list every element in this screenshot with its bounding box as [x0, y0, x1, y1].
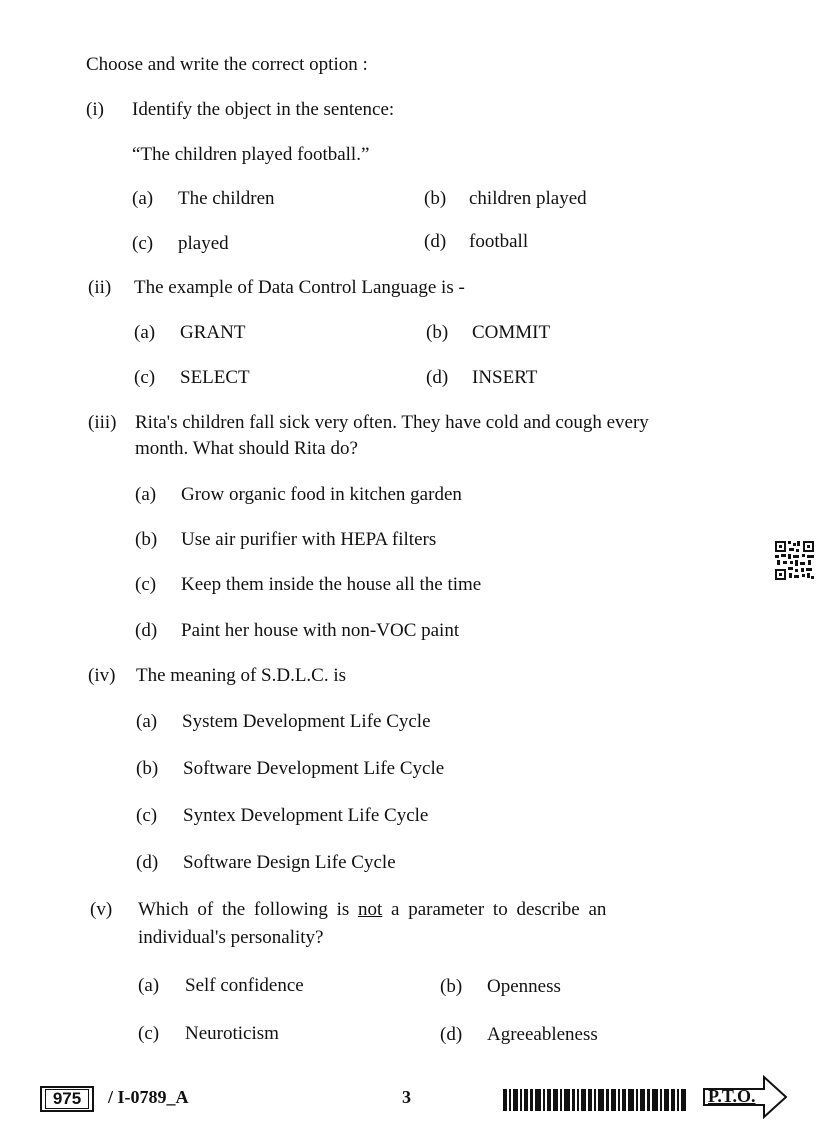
question-text: The example of Data Control Language is -: [134, 277, 465, 298]
question-text-continued: month. What should Rita do?: [135, 438, 358, 459]
option-text: Syntex Development Life Cycle: [183, 805, 429, 826]
paper-code-box-text: 975: [52, 1089, 82, 1108]
option-text: football: [469, 231, 529, 252]
page-number: 3: [402, 1087, 411, 1107]
paper-code: / I-0789_A: [108, 1087, 189, 1107]
option-label: (c): [135, 574, 157, 595]
option-label: (b): [135, 529, 158, 550]
option-text: children played: [469, 188, 587, 209]
option-label: (a): [136, 711, 158, 732]
option-text: Paint her house with non-VOC paint: [181, 620, 460, 641]
option-label: (a): [138, 975, 160, 996]
option-text: GRANT: [180, 322, 246, 343]
option-text: COMMIT: [472, 322, 551, 343]
option-label: (b): [136, 758, 159, 779]
question-quote: “The children played football.”: [132, 144, 370, 165]
option-label: (d): [136, 852, 159, 873]
option-text: The children: [178, 188, 275, 209]
question-text-part: Which of the following is: [138, 899, 358, 920]
underlined-word: not: [358, 899, 383, 920]
option-text: Keep them inside the house all the time: [181, 574, 482, 595]
option-label: (c): [132, 233, 154, 254]
option-label: (b): [424, 188, 447, 209]
question-text: Identify the object in the sentence:: [132, 99, 395, 120]
option-label: (d): [440, 1024, 463, 1045]
question-number: (iii): [88, 412, 117, 433]
option-label: (d): [424, 231, 447, 252]
option-label: (b): [440, 976, 463, 997]
question-text-continued: individual's personality?: [138, 927, 324, 948]
question-number: (ii): [88, 277, 112, 298]
option-text: System Development Life Cycle: [182, 711, 431, 732]
option-label: (c): [136, 805, 158, 826]
pto-indicator: [702, 1075, 788, 1119]
instruction-text: Choose and write the correct option :: [86, 54, 368, 75]
question-text: The meaning of S.D.L.C. is: [136, 665, 347, 686]
barcode-icon: [503, 1089, 686, 1111]
option-text: SELECT: [180, 367, 250, 388]
option-text: Software Development Life Cycle: [183, 758, 445, 779]
option-text: Openness: [487, 976, 561, 997]
option-label: (a): [132, 188, 154, 209]
option-text: Neuroticism: [185, 1023, 279, 1044]
option-label: (d): [135, 620, 158, 641]
qr-code-icon: [775, 541, 814, 580]
option-label: (a): [134, 322, 156, 343]
question-number: (i): [86, 99, 104, 120]
pto-text: P.T.O.: [708, 1086, 756, 1106]
option-text: played: [178, 233, 229, 254]
question-text-part: a parameter to describe an: [382, 899, 607, 920]
question-number: (iv): [88, 665, 116, 686]
option-label: (b): [426, 322, 449, 343]
option-text: Agreeableness: [487, 1024, 598, 1045]
option-text: Use air purifier with HEPA filters: [181, 529, 437, 550]
question-text: [138, 899, 606, 921]
option-label: (c): [134, 367, 156, 388]
question-text: Rita's children fall sick very often. They have cold and cough every: [135, 412, 649, 433]
option-text: INSERT: [472, 367, 538, 388]
option-label: (a): [135, 484, 157, 505]
option-text: Grow organic food in kitchen garden: [181, 484, 462, 505]
option-label: (d): [426, 367, 449, 388]
paper-code-box: [40, 1086, 94, 1112]
question-number: (v): [90, 899, 113, 920]
option-label: (c): [138, 1023, 160, 1044]
option-text: Software Design Life Cycle: [183, 852, 396, 873]
option-text: Self confidence: [185, 975, 304, 996]
